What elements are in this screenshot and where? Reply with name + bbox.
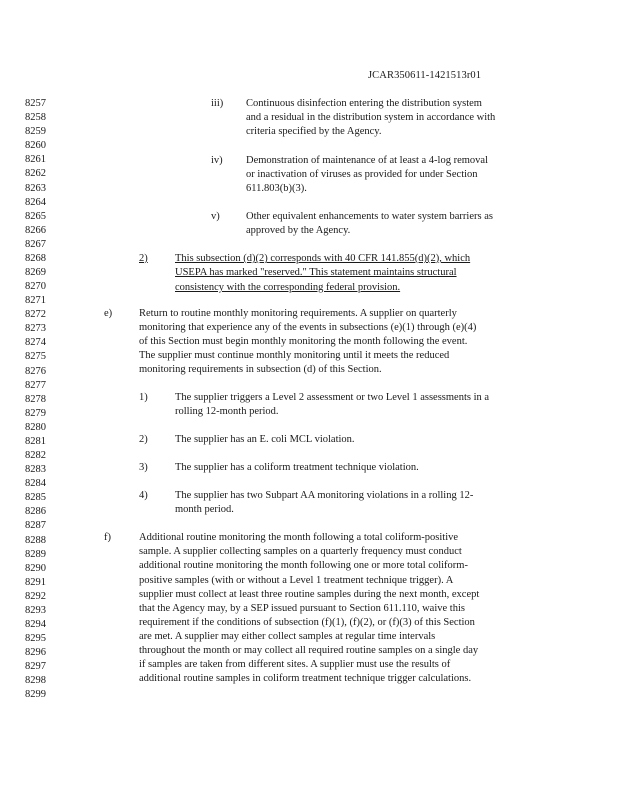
item-iv-line-2: or inactivation of viruses as provided for under Section [246, 169, 478, 180]
item-e4-line-1: The supplier has two Subpart AA monitoring violations in a rolling 12- [175, 490, 474, 501]
line-number: 8272 [25, 309, 46, 321]
item-e2-line-1: The supplier has an E. coli MCL violation. [175, 434, 355, 445]
line-number: 8293 [25, 604, 46, 616]
item-e1-line-2: rolling 12-month period. [175, 406, 279, 417]
item-e-label: e) [104, 308, 113, 319]
line-number: 8270 [25, 281, 46, 292]
item-d2-line-1: This subsection (d)(2) corresponds with 40 CFR 141.855(d)(2), which [175, 253, 471, 264]
item-d2-label: 2) [139, 253, 148, 264]
line-number: 8289 [25, 548, 46, 560]
item-e-line-3: of this Section must begin monthly monitoring the month following the event. [139, 336, 468, 347]
item-e-line-4: The supplier must continue monthly monitoring until it meets the reduced [139, 350, 450, 361]
item-f-line-3: additional routine monitoring the month following one or more total coliform- [139, 560, 468, 571]
item-f-line-1: Additional routine monitoring the month following a total coliform-positive [139, 532, 459, 543]
item-f-line-2: sample. A supplier collecting samples on a quarterly frequency must conduct [139, 546, 462, 557]
line-number: 8264 [25, 196, 46, 208]
item-iii-line-3: criteria specified by the Agency. [246, 126, 382, 137]
item-iv-line-1: Demonstration of maintenance of at least a 4-log removal [246, 155, 488, 166]
line-number: 8265 [25, 210, 46, 222]
item-f-line-10: if samples are taken from different sites. A supplier must use the results of [139, 659, 451, 670]
line-number: 8267 [25, 238, 46, 250]
item-e3-line-1: The supplier has a coliform treatment technique violation. [175, 462, 419, 473]
line-number: 8292 [25, 590, 46, 602]
line-number: 8274 [25, 337, 46, 349]
item-e4-label: 4) [139, 490, 148, 501]
item-iii-label: iii) [211, 98, 224, 109]
item-e-line-5: monitoring requirements in subsection (d) of this Section. [139, 364, 382, 375]
line-number: 8257 [25, 98, 46, 109]
item-f-line-4: positive samples (with or without a Level 1 treatment technique trigger). A [139, 575, 454, 586]
item-e2-label: 2) [139, 434, 148, 445]
item-iii-line-1: Continuous disinfection entering the distribution system [246, 98, 482, 109]
line-number: 8287 [25, 520, 46, 532]
line-number: 8268 [25, 252, 46, 264]
line-number: 8271 [25, 295, 46, 307]
line-number: 8281 [25, 435, 46, 447]
line-number: 8299 [25, 689, 46, 701]
item-f-label: f) [104, 532, 111, 543]
line-number: 8283 [25, 464, 46, 476]
line-number: 8273 [25, 323, 46, 335]
line-number: 8277 [25, 379, 46, 391]
item-d2-line-2: USEPA has marked "reserved." This statement maintains structural [175, 267, 457, 278]
line-number: 8284 [25, 478, 46, 490]
line-number: 8296 [25, 647, 46, 659]
line-number: 8262 [25, 168, 46, 180]
item-iv-line-3: 611.803(b)(3). [246, 183, 307, 194]
item-v-label: v) [211, 211, 220, 222]
line-number: 8260 [25, 140, 46, 152]
item-e3-label: 3) [139, 462, 148, 473]
item-e-line-1: Return to routine monthly monitoring requirements. A supplier on quarterly [139, 308, 457, 319]
line-number: 8291 [25, 576, 46, 588]
item-f-line-8: are met. A supplier may either collect samples at regular time intervals [139, 631, 436, 642]
line-number: 8290 [25, 562, 46, 574]
line-number: 8269 [25, 267, 46, 278]
line-number: 8259 [25, 126, 46, 138]
item-iii-line-2: and a residual in the distribution system in accordance with [246, 112, 496, 123]
line-number: 8280 [25, 421, 46, 433]
item-e-line-2: monitoring that experience any of the events in subsections (e)(1) through (e)(4) [139, 322, 477, 333]
item-f-line-6: that the Agency may, by a SEP issued pursuant to Section 611.110, waive this [139, 603, 465, 614]
item-e1-line-1: The supplier triggers a Level 2 assessment or two Level 1 assessments in a [175, 392, 490, 403]
line-number: 8286 [25, 506, 46, 518]
line-number: 8282 [25, 450, 46, 461]
item-f-line-5: supplier must collect at least three routine samples during the next month, except [139, 589, 480, 600]
line-number: 8279 [25, 407, 46, 419]
document-code-header: JCAR350611-1421513r01 [368, 70, 482, 81]
line-number: 8288 [25, 534, 46, 546]
line-number: 8285 [25, 492, 46, 504]
line-number: 8298 [25, 675, 46, 687]
line-number: 8295 [25, 633, 46, 644]
line-number: 8263 [25, 182, 46, 194]
item-f-line-9: throughout the month or may collect all required routine samples on a single day [139, 645, 479, 656]
line-number: 8258 [25, 112, 46, 124]
line-number: 8276 [25, 365, 46, 377]
item-f-line-11: additional routine samples in coliform treatment technique trigger calculations. [139, 673, 472, 684]
item-v-line-1: Other equivalent enhancements to water system barriers as [246, 211, 493, 222]
line-number: 8297 [25, 661, 46, 673]
line-number: 8266 [25, 224, 46, 236]
line-number: 8294 [25, 619, 46, 630]
item-iv-label: iv) [211, 155, 223, 166]
line-number: 8278 [25, 393, 46, 405]
item-e4-line-2: month period. [175, 504, 234, 515]
item-f-line-7: requirement if the conditions of subsection (f)(1), (f)(2), or (f)(3) of this Section [139, 617, 475, 628]
line-number: 8261 [25, 154, 46, 166]
item-d2-line-3: consistency with the corresponding federal provision. [175, 282, 401, 293]
item-e1-label: 1) [139, 392, 148, 403]
item-v-line-2: approved by the Agency. [246, 225, 351, 236]
line-number: 8275 [25, 351, 46, 363]
